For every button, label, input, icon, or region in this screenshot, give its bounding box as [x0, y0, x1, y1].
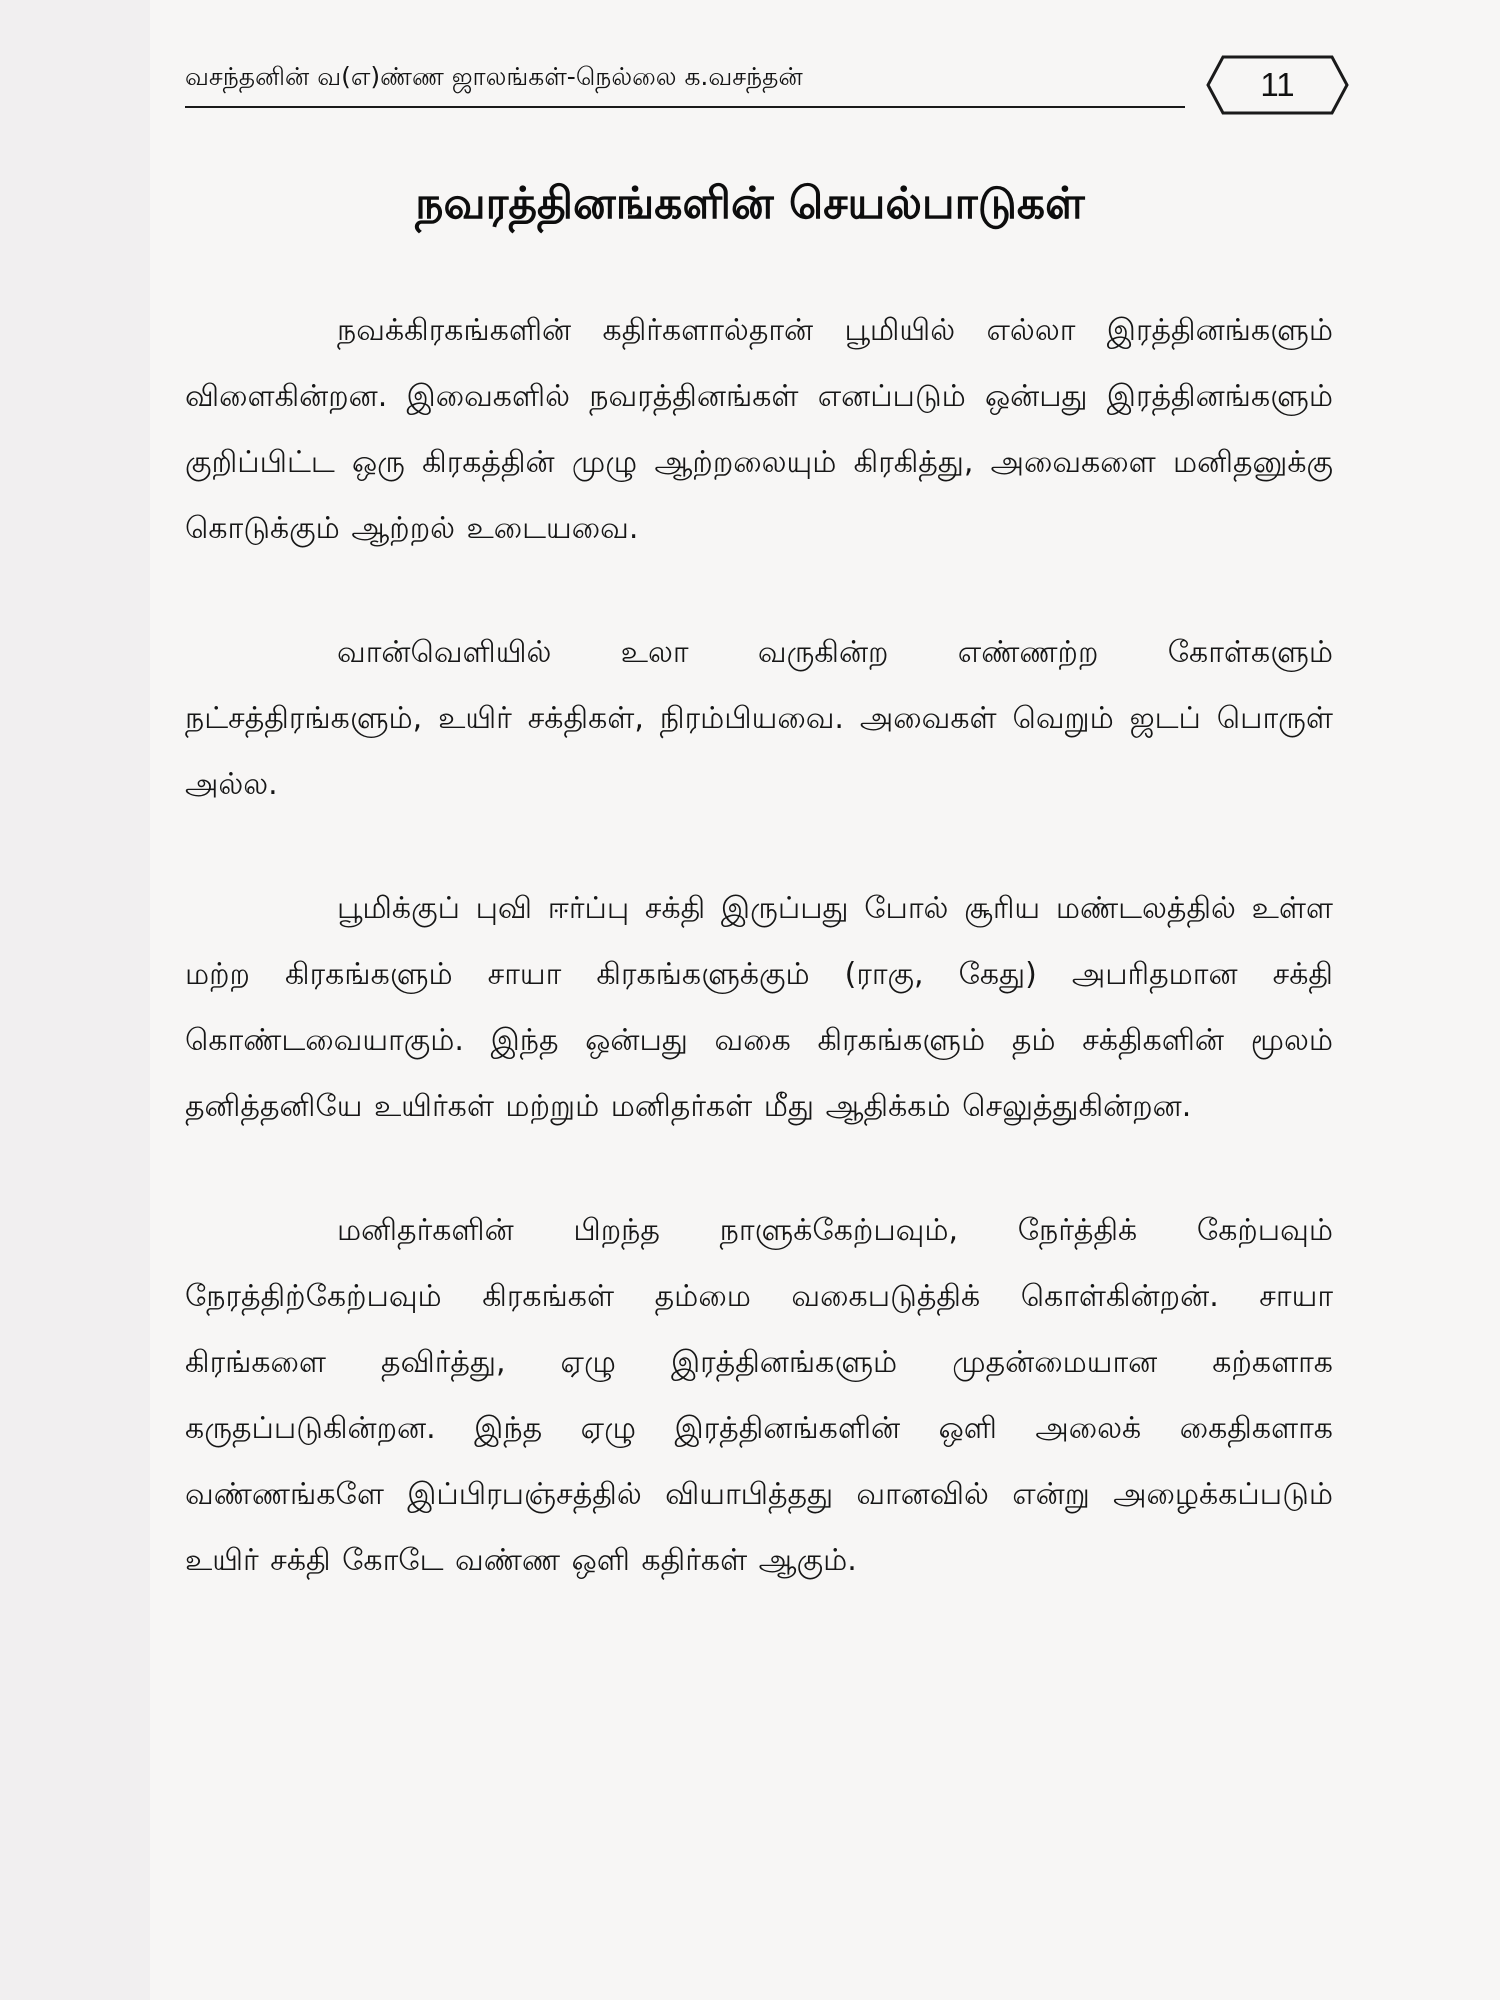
page-gutter-shade	[0, 0, 150, 2000]
page-header	[185, 54, 1355, 124]
paragraph-1: நவக்கிரகங்களின் கதிர்களால்தான் பூமியில் எல்லா இரத்தினங்களும் விளைகின்றன. இவைகளில் நவரத்தினங்கள் எனப்படும் ஒன்பது இரத்தினங்களும் குறிப்பிட்ட ஒரு கிரகத்தின் முழு ஆற்றலையும் கிரகித்து, அவைகளை மனிதனுக்கு கொடுக்கும் ஆற்றல் உடையவை.	[185, 313, 1333, 546]
paragraph-3: பூமிக்குப் புவி ஈர்ப்பு சக்தி இருப்பது போல் சூரிய மண்டலத்தில் உள்ள மற்ற கிரகங்களும் சாயா கிரகங்களுக்கும் (ராகு, கேது) அபரிதமான சக்தி கொண்டவையாகும். இந்த ஒன்பது வகை கிரகங்களும் தம் சக்திகளின் மூலம் தனித்தனியே உயிர்கள் மற்றும் மனிதர்கள் மீது ஆதிக்கம் செலுத்துகின்றன.	[185, 891, 1333, 1124]
body-text	[185, 298, 1333, 1652]
page-number-badge	[1205, 54, 1350, 116]
paragraph-4: மனிதர்களின் பிறந்த நாளுக்கேற்பவும், நேர்த்திக் கேற்பவும் நேரத்திற்கேற்பவும் கிரகங்கள் தம்மை வகைபடுத்திக் கொள்கின்றன். சாயா கிரங்களை தவிர்த்து, ஏழு இரத்தினங்களும் முதன்மையான கற்களாக கருதப்படுகின்றன. இந்த ஏழு இரத்தினங்களின் ஒளி அலைக் கைதிகளாக வண்ணங்களே இப்பிரபஞ்சத்தில் வியாபித்தது வானவில் என்று அழைக்கப்படும் உயிர் சக்தி கோடே வண்ண ஒளி கதிர்கள் ஆகும்.	[185, 1213, 1333, 1578]
page-number: 11	[1260, 66, 1295, 103]
header-rule	[185, 106, 1185, 108]
paragraph-2: வான்வெளியில் உலா வருகின்ற எண்ணற்ற கோள்களும் நட்சத்திரங்களும், உயிர் சக்திகள், நிரம்பியவை. அவைகள் வெறும் ஜடப் பொருள் அல்ல.	[185, 635, 1333, 802]
running-head: வசந்தனின் வ(எ)ண்ண ஜாலங்கள்-நெல்லை க.வசந்தன்	[185, 62, 803, 91]
chapter-title: நவரத்தினங்களின் செயல்பாடுகள்	[415, 178, 1085, 229]
